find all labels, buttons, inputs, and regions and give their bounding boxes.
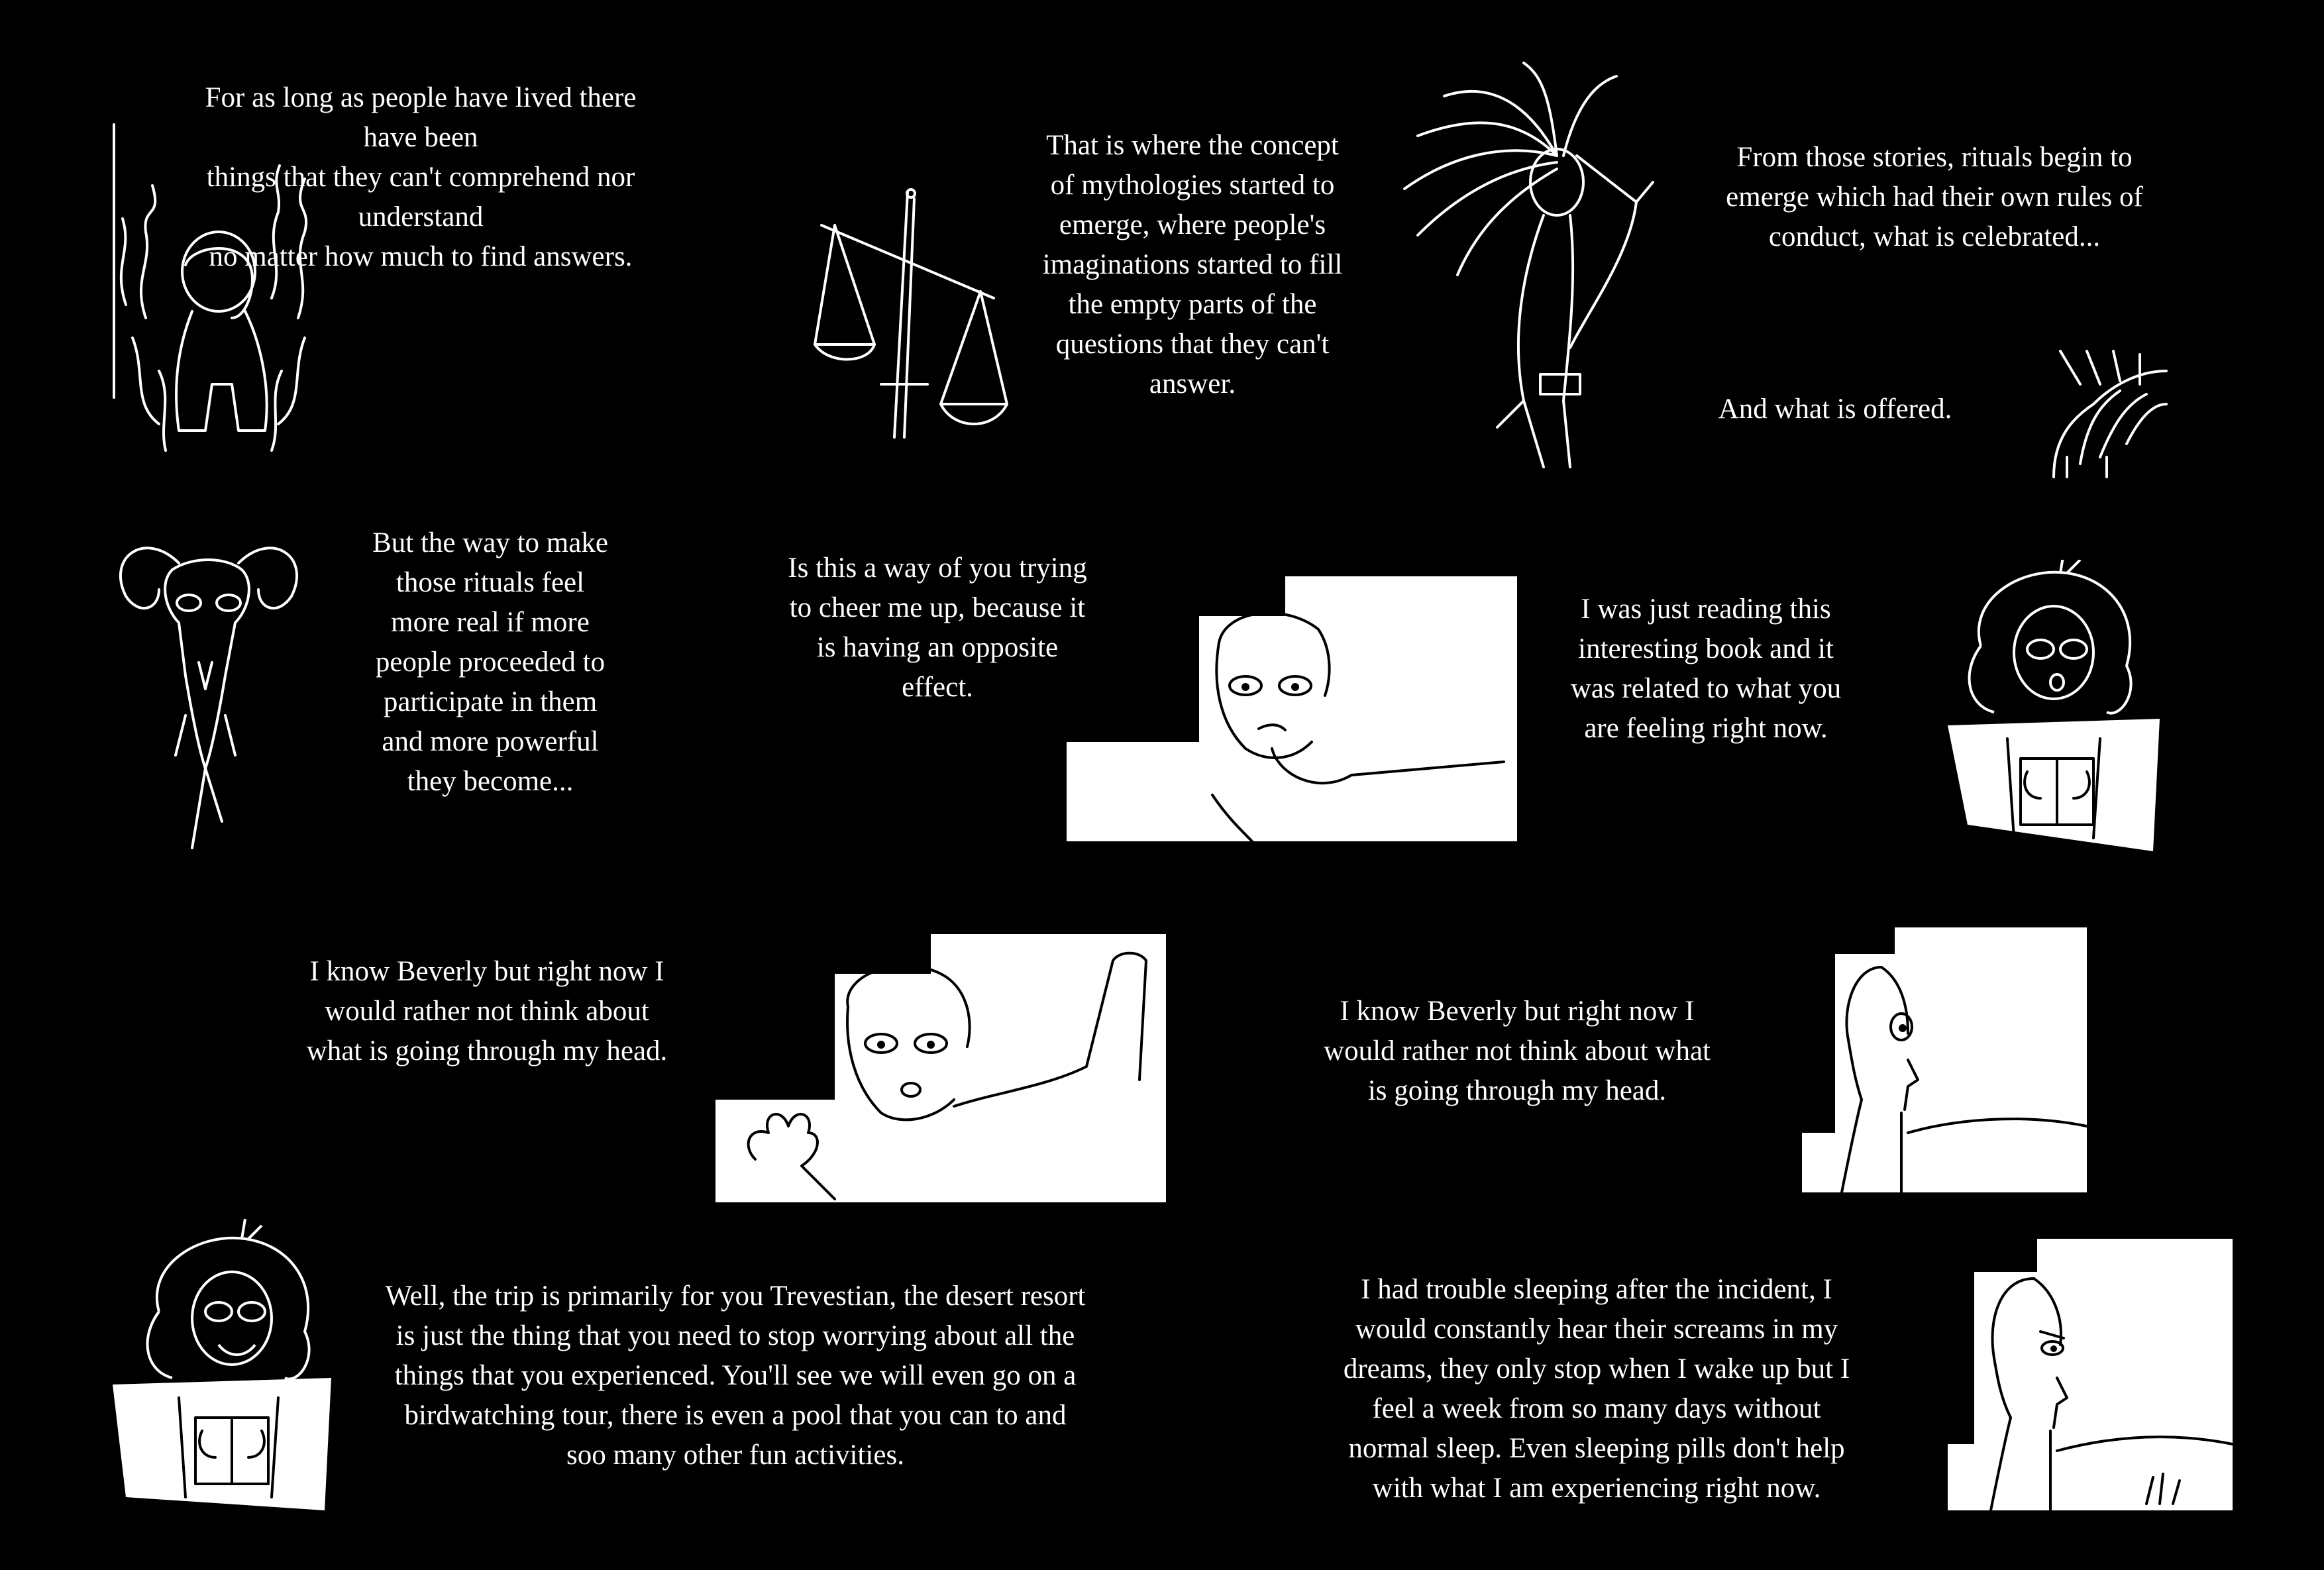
caption-more-real: But the way to make those rituals feel more real if more people proceeded to participate in them and more powerful they become... <box>372 527 608 797</box>
caption-trouble-sleeping: I had trouble sleeping after the incident, I would constantly hear their screams in my dreams, they only stop when I wake up but I feel a week from so many days without normal sleep. Even sleeping pills don't help with what I am experiencing right now. <box>1343 1274 1850 1504</box>
ram-skull-icon <box>106 517 311 855</box>
caption-desert-resort: Well, the trip is primarily for you Trevestian, the desert resort is just the thing that you need to stop worrying about all the things that you experienced. You'll see we will even go on a birdwatching tour, there is even a pool that you can to and soo many other fun activities. <box>385 1281 1086 1471</box>
scales-of-justice-icon <box>795 185 1014 444</box>
caption-mythologies: That is where the concept of mythologies started to emerge, where people's imaginations started to fill the empty parts of the questions that they can't answer. <box>1042 130 1343 399</box>
trevestian-shrugging-panel <box>715 934 1166 1202</box>
caption-reading-book: I was just reading this interesting book and it was related to what you are feeling right now. <box>1570 594 1842 744</box>
beverly-smiling-book-panel <box>113 1219 351 1510</box>
burning-figure-icon <box>106 119 331 490</box>
trevestian-profile-panel <box>1802 927 2087 1192</box>
feathered-dancer-icon <box>1391 56 1683 480</box>
caption-cheer-me-up: Is this a way of you trying to cheer me up, because it is having an opposite effect. <box>788 552 1087 703</box>
trevestian-chin-on-hand-panel <box>1067 576 1517 841</box>
caption-rather-not-think-2: I know Beverly but right now I would rather not think about what is going through my head. <box>1324 996 1711 1106</box>
caption-rather-not-think-1: I know Beverly but right now I would rather not think about what is going through my head. <box>306 956 668 1067</box>
caption-intro: For as long as people have lived there have been things that they can't comprehend nor understand no matter how much to find answers. <box>205 82 637 272</box>
caption-rituals: From those stories, rituals begin to emerge which had their own rules of conduct, what is celebrated... <box>1726 142 2143 252</box>
caption-offered: And what is offered. <box>1718 393 1952 425</box>
beverly-reading-book-panel <box>1941 560 2166 851</box>
offering-hand-icon <box>2040 344 2173 487</box>
trevestian-tired-panel <box>1948 1239 2233 1510</box>
